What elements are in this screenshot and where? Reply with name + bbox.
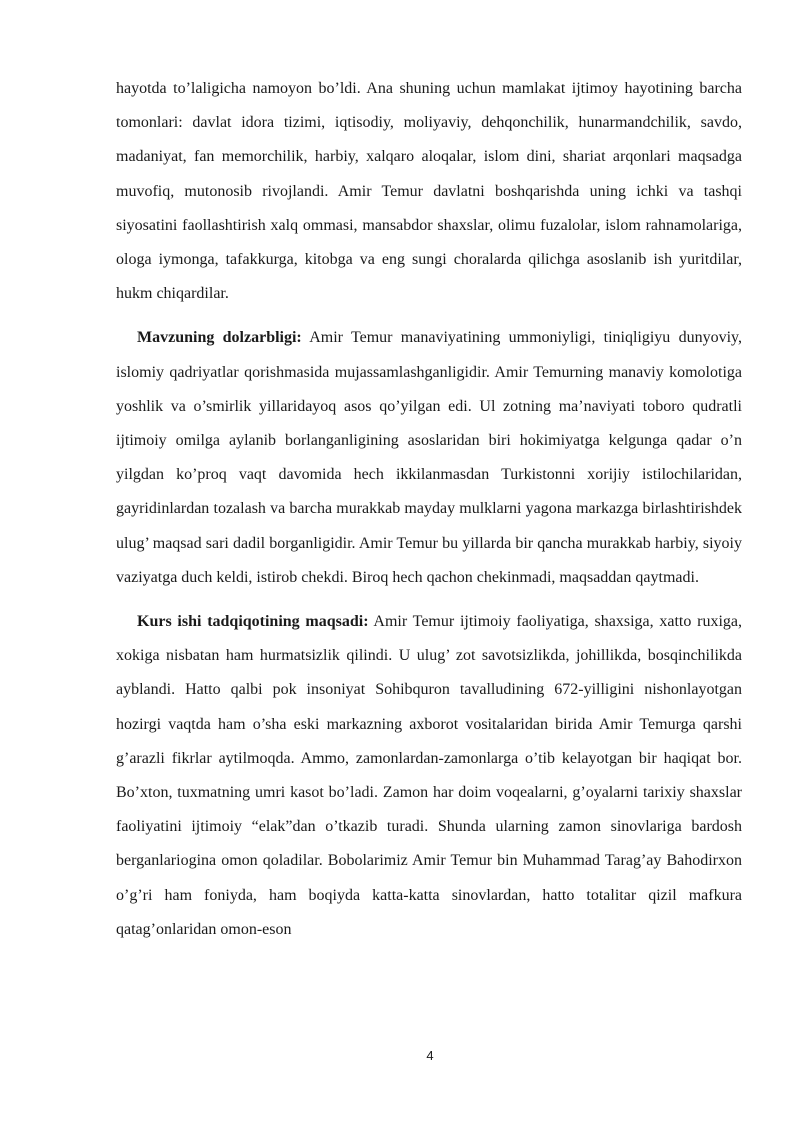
paragraph-relevance (116, 321, 742, 595)
page-number: 4 (426, 1048, 434, 1063)
paragraph-research-goal (116, 605, 742, 947)
body-text (116, 72, 742, 947)
paragraph-heading: Kurs ishi tadqiqotining maqsadi: (137, 613, 369, 631)
paragraph-text: hayotda to’laligicha namoyon bo’ldi. Ana shuning uchun mamlakat ijtimoy hayotining barcha tomonlari: davlat idora tizimi, iqtisodiy, moliyaviy, dehqonchilik, hunarmandchilik, savdo, madaniyat, fan memorchilik, harbiy, xalqaro aloqalar, islom dini, shariat arqonlari maqsadga muvofiq, mutonosib rivojlandi. Amir Temur davlatni boshqarishda uning ichki va tashqi siyosatini faollashtirish xalq ommasi, mansabdor shaxslar, olimu fuzalolar, islom rahnamolariga, ologa iymonga, tafakkurga, kitobga va eng sungi choralarda qilichga asoslanib ish yuritdilar, hukm chiqardilar. (116, 80, 742, 303)
paragraph-continuation (116, 72, 742, 311)
paragraph-text: Amir Temur ijtimoiy faoliyatiga, shaxsiga, xatto ruxiga, xokiga nisbatan ham hurmatsizlik qilindi. U ulug’ zot savotsizlikda, johillikda, bosqinchilikda ayblandi. Hatto qalbi pok insoniyat Sohibquron tavalludining 672-yilligini nishonlayotgan hozirgi vaqtda ham o’sha eski markazning axborot vositalaridan birida Amir Temurga qarshi g’arazli fikrlar aytilmoqda. Ammo, zamonlardan-zamonlarga o’tib kelayotgan bir haqiqat bor. Bo’xton, tuxmatning umri kasot bo’ladi. Zamon har doim voqealarni, g’oyalarni tarixiy shaxslar faoliyatini ijtimoiy “elak”dan o’tkazib turadi. Shunda ularning zamon sinovlariga bardosh berganlariogina omon qoladilar. Bobolarimiz Amir Temur bin Muhammad Tarag’ay Bahodirxon o’g’ri ham foniyda, ham boqiyda katta-katta sinovlardan, hatto totalitar qizil mafkura qatag’onlaridan omon-eson (116, 613, 742, 938)
paragraph-text: Amir Temur manaviyatining ummoniyligi, tiniqligiyu dunyoviy, islomiy qadriyatlar qorishmasida mujassamlashganligidir. Amir Temurning manaviy komolotiga yoshlik va o’smirlik yillaridayoq asos qo’yilgan edi. Ul zotning ma’naviyati toboro qudratli ijtimoiy omilga aylanib borlanganligining asoslaridan biri hokimiyatga kelgunga qadar o’n yilgdan ko’proq vaqt davomida hech ikkilanmasdan Turkistonni xorijiy istilochilaridan, gayridinlardan tozalash va barcha murakkab mayday mulklarni yagona markazga birlashtirishdek ulug’ maqsad sari dadil borganligidir. Amir Temur bu yillarda bir qancha murakkab harbiy, siyoiy vaziyatga duch keldi, istirob chekdi. Biroq hech qachon chekinmadi, maqsaddan qaytmadi. (116, 329, 743, 586)
paragraph-heading: Mavzuning dolzarbligi: (137, 329, 302, 347)
